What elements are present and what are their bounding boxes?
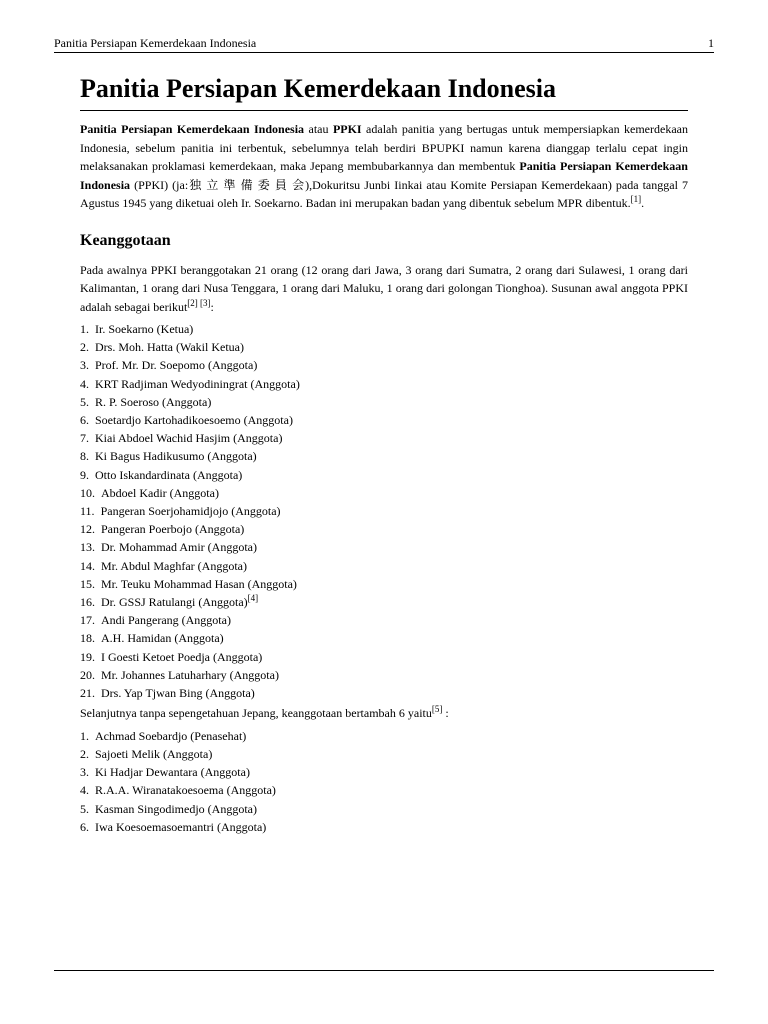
list-item-text: Dr. Mohammad Amir (Anggota)	[101, 540, 257, 555]
membership-paragraph	[80, 261, 688, 317]
member-list-item	[80, 666, 688, 684]
member-list-item	[80, 484, 688, 502]
list-item-number: 4.	[80, 783, 89, 798]
list-item-text: Sajoeti Melik (Anggota)	[95, 746, 213, 761]
additional-member-list-item	[80, 727, 688, 745]
list-item-text: Ki Hadjar Dewantara (Anggota)	[95, 765, 250, 780]
member-list-item	[80, 375, 688, 393]
member-list-item	[80, 429, 688, 447]
list-item-number: 15.	[80, 576, 95, 591]
list-item-number: 6.	[80, 413, 89, 428]
intro-abbr-bold: PPKI	[332, 122, 362, 136]
list-item-text: Ki Bagus Hadikusumo (Anggota)	[95, 449, 257, 464]
member-list-item	[80, 447, 688, 465]
list-item-number: 12.	[80, 522, 95, 537]
member-list-item	[80, 684, 688, 702]
footer-divider	[54, 970, 714, 971]
list-item-text: Otto Iskandardinata (Anggota)	[95, 467, 243, 482]
initial-members-list	[80, 320, 688, 702]
additional-member-list-item	[80, 800, 688, 818]
page-header	[54, 34, 714, 53]
additional-members-list	[80, 727, 688, 836]
member-list-item	[80, 393, 688, 411]
list-item-number: 1.	[80, 322, 89, 336]
list-item-number: 9.	[80, 467, 89, 482]
list-item-number: 11.	[80, 504, 95, 519]
list-item-text: Kiai Abdoel Wachid Hasjim (Anggota)	[95, 431, 283, 446]
page-number: 1	[708, 36, 714, 50]
reference-link-1[interactable]: [1]	[630, 194, 642, 204]
list-item-text: Andi Pangerang (Anggota)	[101, 613, 231, 628]
list-item-number: 1.	[80, 728, 89, 743]
list-item-number: 3.	[80, 765, 89, 780]
membership-text: Pada awalnya PPKI beranggotakan 21 orang (12 orang dari Jawa, 3 orang dari Sumatra, 2 orang dari Sulawesi, 1 orang dari Kalimantan, 1 orang dari Nusa Tenggara, 1 orang dari Maluku, 1 orang dari golongan Tionghoa). Susunan awal anggota PPKI adalah sebagai berikut	[80, 262, 688, 314]
list-item-text: Abdoel Kadir (Anggota)	[101, 485, 219, 500]
article-body	[80, 120, 688, 836]
additional-member-list-item	[80, 818, 688, 836]
page-title: Panitia Persiapan Kemerdekaan Indonesia	[80, 72, 688, 111]
list-item-text: Mr. Teuku Mohammad Hasan (Anggota)	[101, 576, 297, 591]
list-item-number: 16.	[80, 595, 95, 610]
list-item-text: R. P. Soeroso (Anggota)	[95, 394, 212, 409]
list-item-number: 14.	[80, 558, 95, 573]
list-item-number: 17.	[80, 613, 95, 628]
member-list-item	[80, 648, 688, 666]
list-item-number: 5.	[80, 801, 89, 816]
list-item-text: Soetardjo Kartohadikoesoemo (Anggota)	[95, 413, 293, 428]
list-item-number: 2.	[80, 340, 89, 355]
list-item-number: 20.	[80, 667, 95, 682]
list-item-text: Pangeran Soerjohamidjojo (Anggota)	[100, 504, 281, 519]
list-item-text: Pangeran Poerbojo (Anggota)	[101, 522, 245, 537]
running-title: Panitia Persiapan Kemerdekaan Indonesia	[54, 36, 257, 50]
additional-member-list-item	[80, 763, 688, 781]
intro-text-2: adalah panitia yang bertugas untuk mempersiapkan kemerdekaan Indonesia, sebelum panitia ini terbentuk, sebelumnya telah berdiri BPUPKI namun karena dianggap terlalu cepat ingin melaksanakan proklamasi kemerdekaan, maka Jepang membubarkannya dan membentuk	[80, 122, 688, 173]
member-list-item	[80, 575, 688, 593]
member-list-item	[80, 320, 688, 338]
additional-text-end: :	[442, 706, 449, 721]
list-item-text: Achmad Soebardjo (Penasehat)	[95, 728, 247, 743]
member-list-item	[80, 538, 688, 556]
list-item-number: 5.	[80, 394, 89, 409]
membership-text-end: :	[210, 299, 214, 314]
list-item-text: Drs. Moh. Hatta (Wakil Ketua)	[95, 340, 244, 355]
additional-members-paragraph	[80, 704, 688, 723]
list-item-text: Ir. Soekarno (Ketua)	[95, 322, 194, 336]
list-item-number: 18.	[80, 631, 95, 646]
section-heading-keanggotaan: Keanggotaan	[80, 231, 171, 249]
member-list-item	[80, 593, 688, 611]
list-item-text: Mr. Abdul Maghfar (Anggota)	[101, 558, 247, 573]
additional-text: Selanjutnya tanpa sepengetahuan Jepang, keanggotaan bertambah 6 yaitu	[80, 706, 432, 721]
list-item-number: 3.	[80, 358, 89, 373]
member-list-item	[80, 356, 688, 374]
list-item-number: 10.	[80, 485, 95, 500]
intro-name-bold-2: Panitia Persiapan Kemerdekaan Indonesia	[80, 159, 688, 192]
list-item-number: 6.	[80, 819, 89, 834]
reference-link[interactable]: [4]	[247, 593, 259, 604]
member-list-item	[80, 411, 688, 429]
list-item-number: 8.	[80, 449, 89, 464]
member-list-item	[80, 557, 688, 575]
intro-name-bold: Panitia Persiapan Kemerdekaan Indonesia	[80, 122, 305, 136]
intro-text-1: atau	[304, 122, 333, 136]
list-item-text: R.A.A. Wiranatakoesoema (Anggota)	[95, 783, 276, 798]
member-list-item	[80, 466, 688, 484]
list-item-number: 13.	[80, 540, 95, 555]
intro-paragraph	[80, 120, 688, 213]
list-item-text: Iwa Koesoemasoemantri (Anggota)	[95, 819, 267, 834]
reference-links-2-3[interactable]: [2] [3]	[187, 297, 211, 308]
intro-text-4: .	[641, 196, 645, 210]
additional-member-list-item	[80, 745, 688, 763]
list-item-number: 21.	[80, 686, 95, 701]
list-item-number: 4.	[80, 376, 89, 391]
list-item-text: Drs. Yap Tjwan Bing (Anggota)	[101, 686, 255, 701]
list-item-number: 19.	[80, 649, 95, 664]
list-item-text: A.H. Hamidan (Anggota)	[101, 631, 224, 646]
member-list-item	[80, 520, 688, 538]
list-item-text: I Goesti Ketoet Poedja (Anggota)	[101, 649, 263, 664]
list-item-text: Prof. Mr. Dr. Soepomo (Anggota)	[95, 358, 258, 373]
reference-link-5[interactable]: [5]	[431, 704, 443, 715]
list-item-text: Mr. Johannes Latuharhary (Anggota)	[101, 667, 279, 682]
additional-member-list-item	[80, 781, 688, 799]
member-list-item	[80, 502, 688, 520]
list-item-text: KRT Radjiman Wedyodiningrat (Anggota)	[95, 376, 300, 391]
member-list-item	[80, 338, 688, 356]
member-list-item	[80, 629, 688, 647]
list-item-number: 2.	[80, 746, 89, 761]
list-item-text: Dr. GSSJ Ratulangi (Anggota)	[101, 595, 248, 610]
intro-text-3: (PPKI) (ja:独 立 準 備 委 員 会),Dokuritsu Junbi Iinkai atau Komite Persiapan Kemerdekaan) pada tanggal 7 Agustus 1945 yang diketuai oleh Ir. Soekarno. Badan ini merupakan badan yang dibentuk sebelum MPR dibentuk.	[80, 177, 688, 210]
list-item-text: Kasman Singodimedjo (Anggota)	[95, 801, 257, 816]
member-list-item	[80, 611, 688, 629]
list-item-number: 7.	[80, 431, 89, 446]
